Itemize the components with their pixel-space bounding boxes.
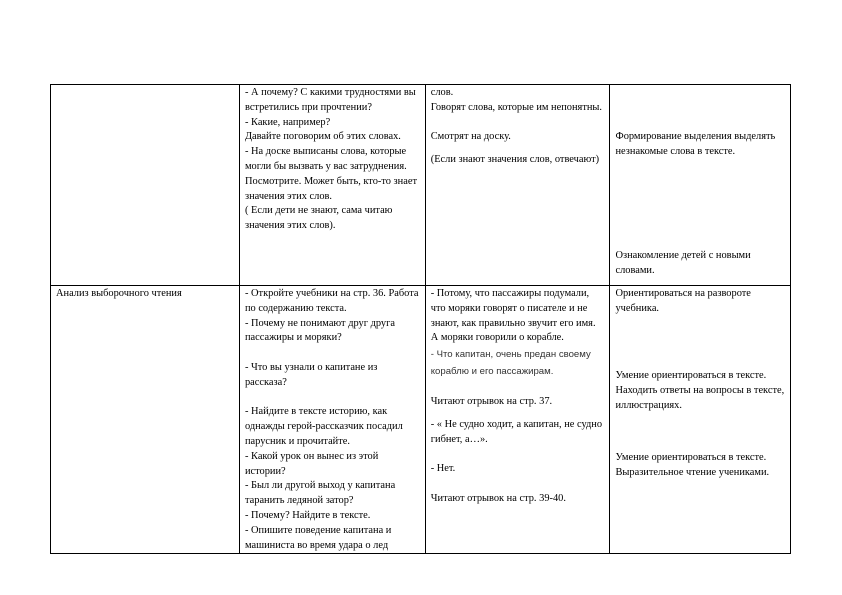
teacher-line: - Какой урок он вынес из этой истории? [244, 450, 379, 477]
table-row [51, 286, 791, 554]
table-row [51, 85, 791, 286]
students-line: Читают отрывок на стр. 39-40. [430, 492, 566, 504]
students-line: Говорят слова, которые им непонятны. [430, 101, 602, 113]
teacher-line: - Найдите в тексте историю, как однажды герой-рассказчик посадил парусник и прочитайте. [244, 406, 403, 447]
stage-cell [51, 286, 240, 554]
skills-line: Умение ориентироваться в тексте. [615, 369, 767, 381]
students-line: слов. [430, 87, 454, 98]
teacher-line: - Откройте учебники на стр. 36. Работа по содержанию текста. [244, 288, 419, 314]
stage-text: Анализ выборочного чтения [56, 288, 182, 299]
students-cell [425, 85, 610, 286]
teacher-line: ( Если дети не знают, сама читаю значения этих слов). [244, 205, 393, 232]
teacher-cell [239, 85, 425, 286]
skills-line: Выразительное чтение учениками. [615, 466, 770, 478]
students-line: (Если знают значения слов, отвечают) [430, 154, 600, 166]
teacher-line: - На доске выписаны слова, которые могли бы вызвать у вас затруднения. Посмотрите. Может быть, кто-то знает значения этих слов. [244, 146, 417, 202]
teacher-line: - Опишите поведение капитана и машиниста во время удара о лед [244, 524, 392, 551]
teacher-line: - Был ли другой выход у капитана таранить ледяной затор? [244, 480, 396, 507]
students-cell [425, 286, 610, 554]
students-line: Смотрят на доску. [430, 131, 511, 143]
teacher-line: - А почему? С какими трудностями вы встретились при прочтении? [244, 87, 416, 113]
skills-line: Находить ответы на вопросы в тексте, иллюстрациях. [615, 384, 785, 411]
skills-cell [610, 85, 791, 286]
teacher-line: - Какие, например? [244, 116, 331, 128]
skills-line: Умение ориентироваться в тексте. [615, 451, 767, 463]
skills-line: Формирование выделения выделять незнакомые слова в тексте. [615, 131, 776, 158]
skills-line: Ориентироваться на развороте учебника. [615, 288, 751, 314]
teacher-line: Давайте поговорим об этих словах. [244, 131, 401, 143]
students-line: - Потому, что пассажиры подумали, что моряки говорят о писателе и не знают, как правильно звучит его имя. [430, 288, 596, 329]
teacher-line: - Что вы узнали о капитане из рассказа? [244, 361, 378, 388]
students-line: - Что капитан, очень предан своему кораблю и его пассажирам. [430, 349, 591, 378]
teacher-line: - Почему не понимают друг друга пассажиры и моряки? [244, 317, 396, 344]
skills-cell [610, 286, 791, 554]
students-line: Читают отрывок на стр. 37. [430, 395, 553, 407]
students-line: А моряки говорили о корабле. [430, 332, 564, 344]
teacher-cell [239, 286, 425, 554]
skills-line: Ознакомление детей с новыми словами. [615, 249, 751, 276]
stage-cell [51, 85, 240, 286]
students-line: - Нет. [430, 463, 456, 475]
students-line: - « Не судно ходит, а капитан, не судно гибнет, а…». [430, 418, 603, 445]
lesson-plan-table [50, 84, 791, 554]
teacher-line: - Почему? Найдите в тексте. [244, 509, 371, 521]
